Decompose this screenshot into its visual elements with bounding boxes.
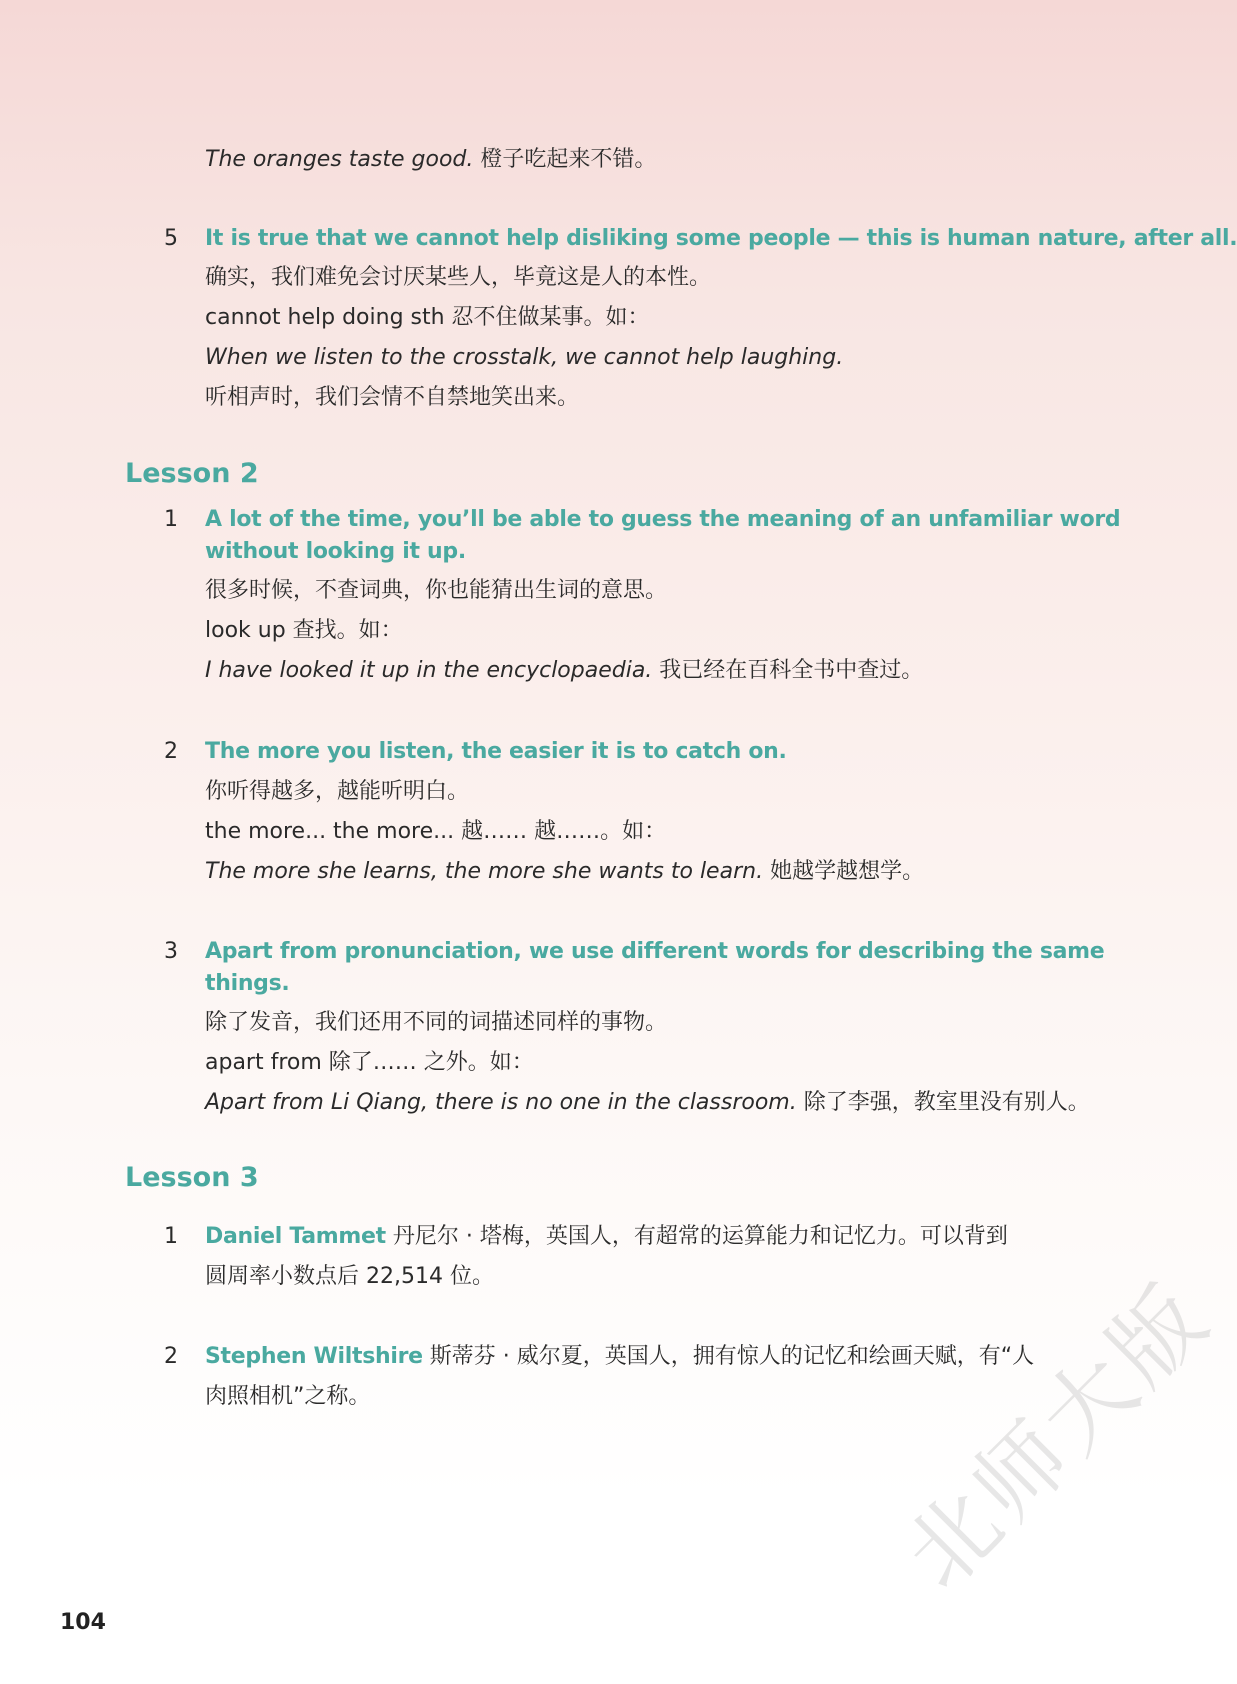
item-number: 5 xyxy=(164,226,178,251)
item-heading: It is true that we cannot help disliking some people — this is human nature, after all. xyxy=(205,226,1237,251)
person-name: Stephen Wiltshire xyxy=(205,1344,423,1369)
watermark: 北师大版 xyxy=(884,1263,1231,1610)
person-name: Daniel Tammet xyxy=(205,1224,386,1249)
person-desc: 丹尼尔 · 塔梅，英国人，有超常的运算能力和记忆力。可以背到 xyxy=(392,1224,1008,1249)
example-en: The more she learns, the more she wants to learn. xyxy=(205,859,764,884)
item-number: 3 xyxy=(164,939,178,964)
person-entry xyxy=(205,1342,1034,1372)
item-number: 1 xyxy=(164,507,178,532)
item-translation: 确实，我们难免会讨厌某些人，毕竟这是人的本性。 xyxy=(205,265,712,290)
item-heading-cont: without looking it up. xyxy=(205,539,466,564)
example-zh: 我已经在百科全书中查过。 xyxy=(659,658,924,683)
item-number: 1 xyxy=(164,1224,178,1249)
example-sentence xyxy=(205,145,656,175)
lesson-title: Lesson 2 xyxy=(125,458,259,489)
example-en: The oranges taste good. xyxy=(205,147,474,172)
person-desc-cont: 圆周率小数点后 22,514 位。 xyxy=(205,1264,494,1289)
item-heading: A lot of the time, you’ll be able to guess the meaning of an unfamiliar word xyxy=(205,507,1121,532)
item-phrase: the more... the more... 越…… 越……。如： xyxy=(205,819,667,844)
item-heading: Apart from pronunciation, we use different words for describing the same xyxy=(205,939,1105,964)
person-entry xyxy=(205,1222,1008,1252)
item-phrase: cannot help doing sth 忍不住做某事。如： xyxy=(205,305,650,330)
example-zh: 听相声时，我们会情不自禁地笑出来。 xyxy=(205,385,580,410)
example-en: Apart from Li Qiang, there is no one in the classroom. xyxy=(205,1090,797,1115)
item-phrase: apart from 除了…… 之外。如： xyxy=(205,1050,534,1075)
example-sentence xyxy=(205,857,924,887)
person-desc-cont: 肉照相机”之称。 xyxy=(205,1384,371,1409)
item-translation: 很多时候，不查词典，你也能猜出生词的意思。 xyxy=(205,578,668,603)
person-desc: 斯蒂芬 · 威尔夏，英国人，拥有惊人的记忆和绘画天赋，有“人 xyxy=(429,1344,1035,1369)
item-heading: The more you listen, the easier it is to catch on. xyxy=(205,739,787,764)
page-number: 104 xyxy=(60,1610,106,1635)
item-heading-cont: things. xyxy=(205,971,290,996)
example-zh: 橙子吃起来不错。 xyxy=(480,147,657,172)
example-zh: 除了李强，教室里没有别人。 xyxy=(803,1090,1090,1115)
example-zh: 她越学越想学。 xyxy=(770,859,925,884)
example-sentence xyxy=(205,1088,1090,1118)
item-translation: 你听得越多，越能听明白。 xyxy=(205,779,470,804)
example-en: I have looked it up in the encyclopaedia. xyxy=(205,658,653,683)
example-en: When we listen to the crosstalk, we cannot help laughing. xyxy=(205,345,844,370)
item-phrase: look up 查找。如： xyxy=(205,618,403,643)
lesson-title: Lesson 3 xyxy=(125,1162,259,1193)
item-number: 2 xyxy=(164,739,178,764)
example-sentence xyxy=(205,656,923,686)
item-number: 2 xyxy=(164,1344,178,1369)
item-translation: 除了发音，我们还用不同的词描述同样的事物。 xyxy=(205,1010,668,1035)
